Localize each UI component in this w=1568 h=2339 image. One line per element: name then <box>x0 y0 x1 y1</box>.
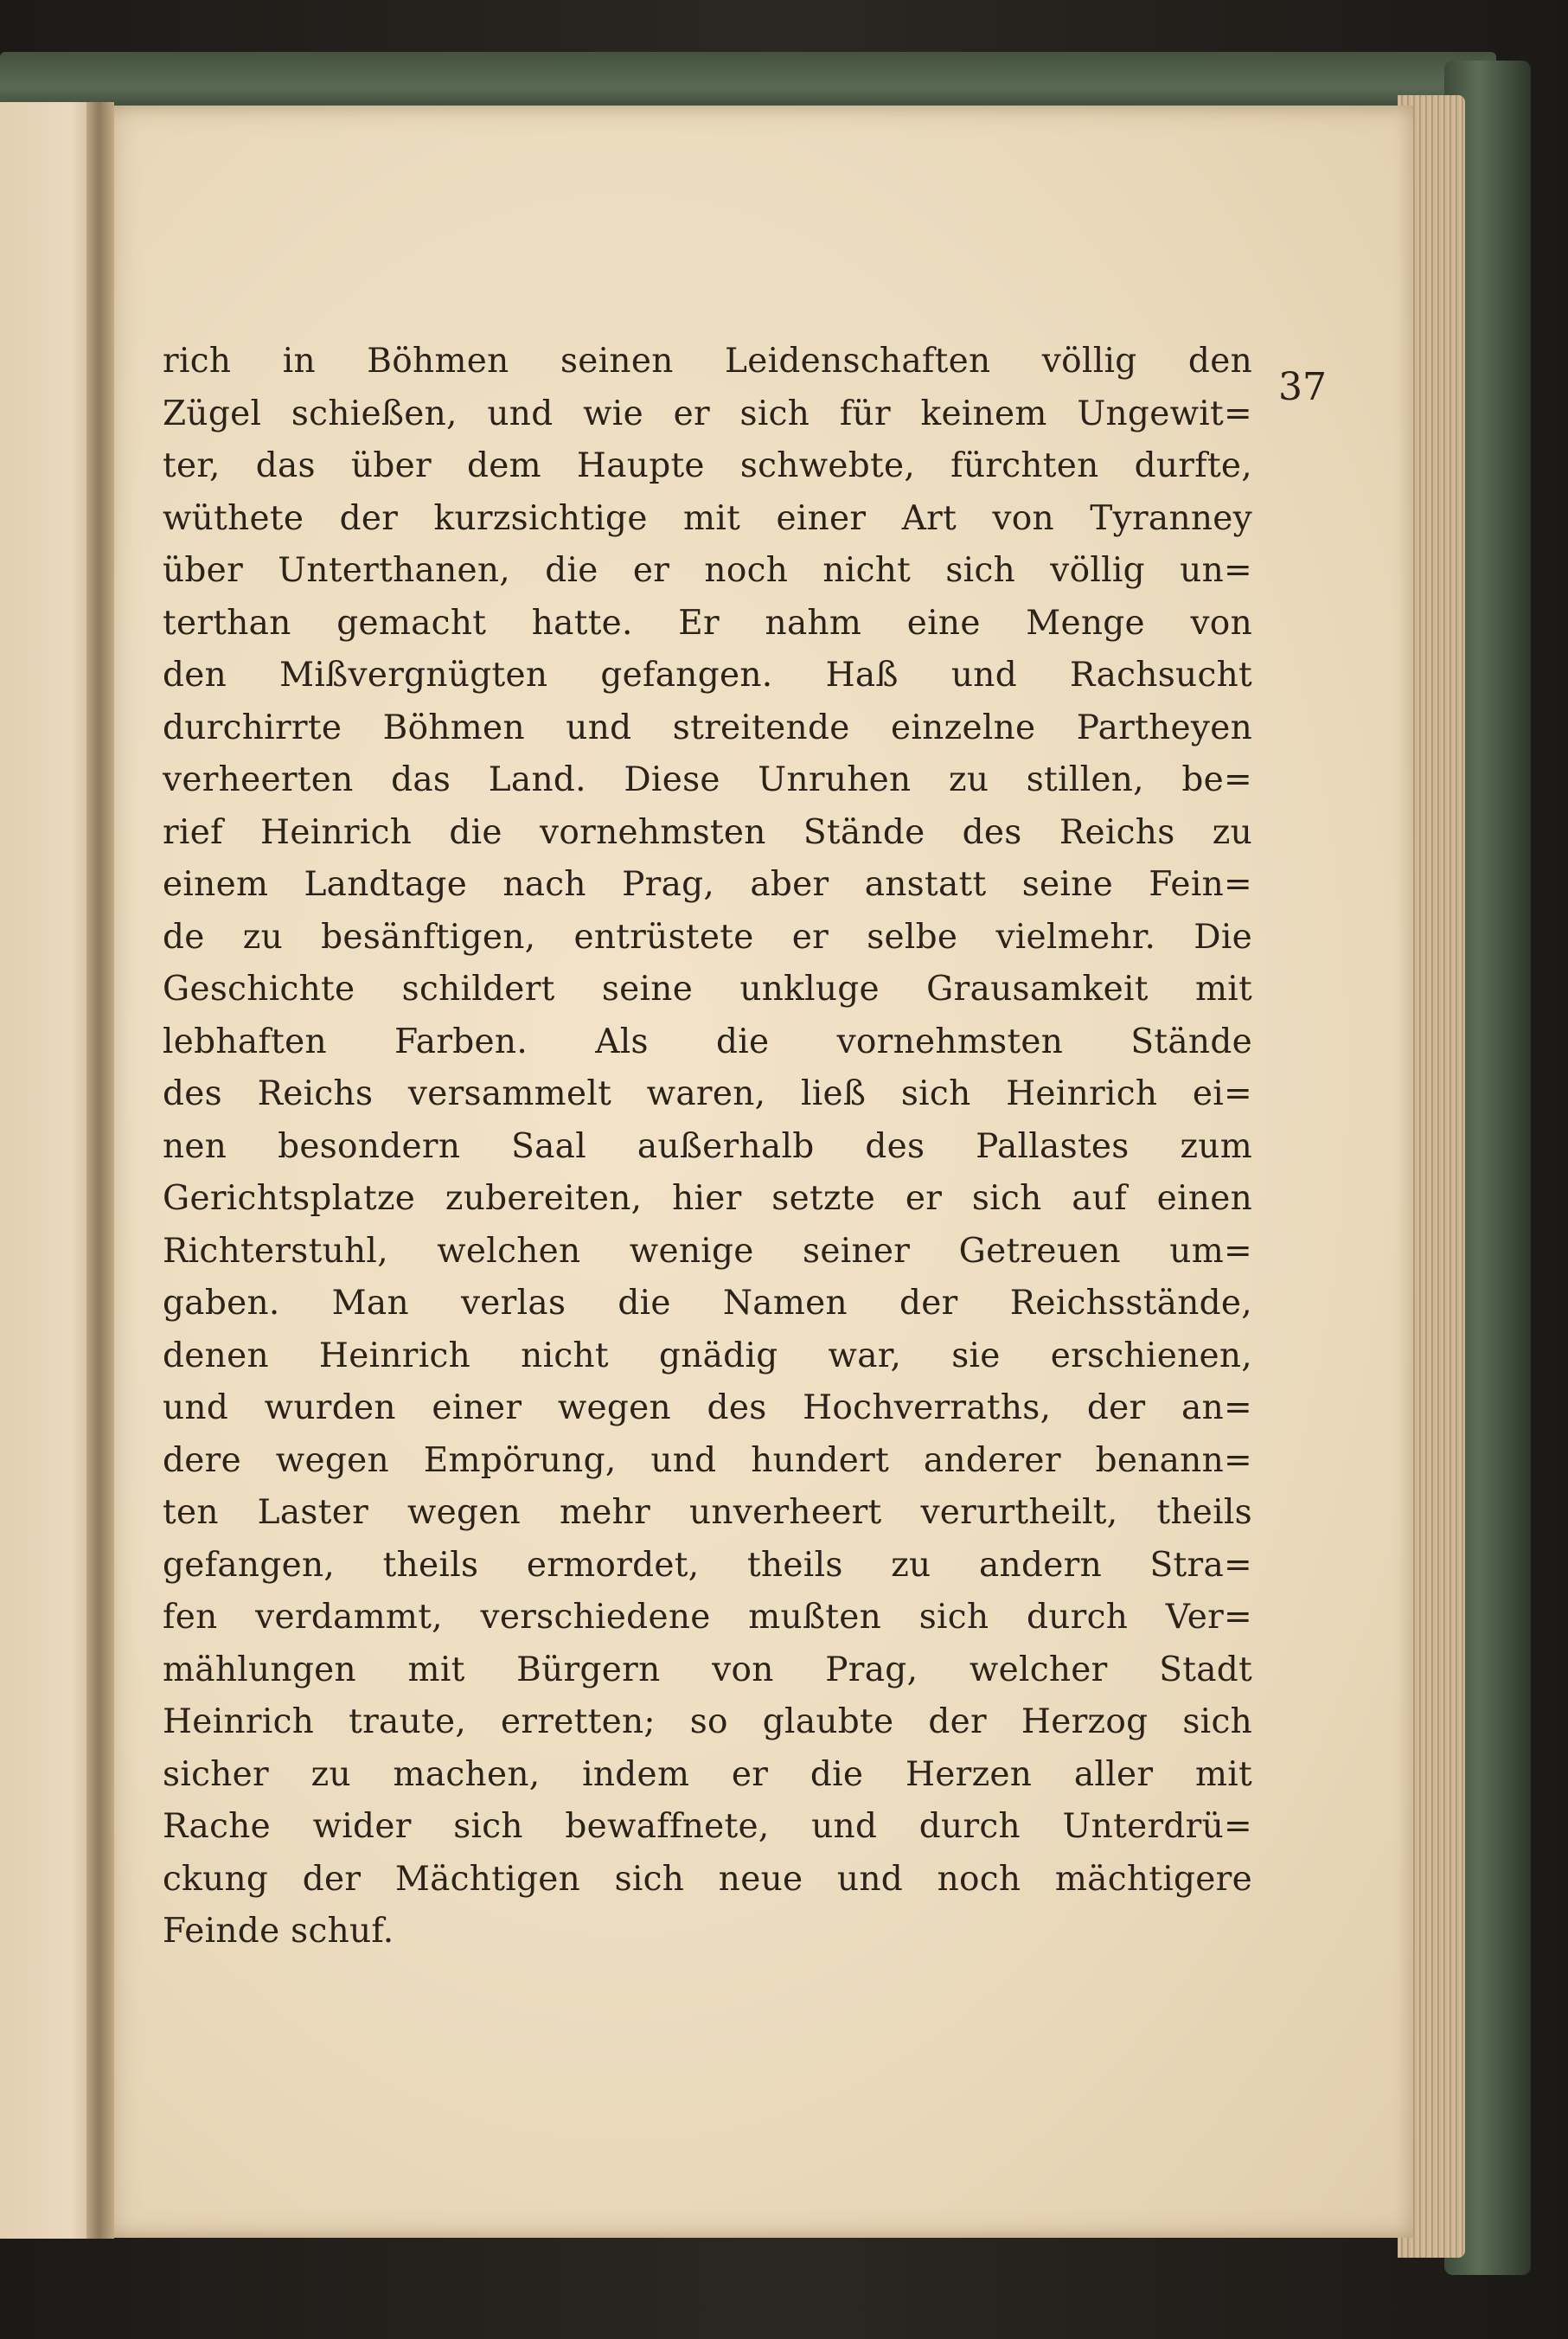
text-line: Gerichtsplatze zubereiten, hier setzte er sich auf einen <box>163 1179 1252 1218</box>
text-line: wüthete der kurzsichtige mit einer Art von Tyranney <box>163 498 1252 538</box>
text-line: verheerten das Land. Diese Unruhen zu stillen, be= <box>163 760 1252 799</box>
text-line: dere wegen Empörung, und hundert anderer benann= <box>163 1440 1252 1480</box>
book-cover-top <box>0 52 1496 112</box>
text-line: Geschichte schildert seine unkluge Grausamkeit mit <box>163 970 1252 1009</box>
text-line: Zügel schießen, und wie er sich für keinem Ungewit= <box>163 394 1252 433</box>
text-line: rief Heinrich die vornehmsten Stände des Reichs zu <box>163 812 1252 852</box>
text-line: einem Landtage nach Prag, aber anstatt seine Fein= <box>163 865 1252 904</box>
text-line: über Unterthanen, die er noch nicht sich völlig un= <box>163 551 1252 590</box>
text-line: Heinrich traute, erretten; so glaubte der Herzog sich <box>163 1702 1252 1741</box>
text-line: und wurden einer wegen des Hochverraths, der an= <box>163 1388 1252 1427</box>
text-line: Richterstuhl, welchen wenige seiner Getreuen um= <box>163 1231 1252 1271</box>
text-line: mählungen mit Bürgern von Prag, welcher Stadt <box>163 1650 1252 1689</box>
text-line: ckung der Mächtigen sich neue und noch mächtigere <box>163 1859 1252 1899</box>
page-number: 37 <box>1278 365 1327 409</box>
body-text <box>163 336 1252 1958</box>
book-gutter <box>86 102 114 2239</box>
text-line: Feinde schuf. <box>163 1912 394 1951</box>
text-line: nen besondern Saal außerhalb des Pallastes zum <box>163 1126 1252 1166</box>
text-line: de zu besänftigen, entrüstete er selbe vielmehr. Die <box>163 917 1252 957</box>
text-line: den Mißvergnügten gefangen. Haß und Rachsucht <box>163 656 1252 695</box>
text-line: des Reichs versammelt waren, ließ sich Heinrich ei= <box>163 1074 1252 1113</box>
text-line: gefangen, theils ermordet, theils zu andern Stra= <box>163 1545 1252 1585</box>
text-line: sicher zu machen, indem er die Herzen aller mit <box>163 1754 1252 1794</box>
text-line: ter, das über dem Haupte schwebte, fürchten durfte, <box>163 446 1252 485</box>
text-line: rich in Böhmen seinen Leidenschaften völlig den <box>163 342 1252 381</box>
text-line: Rache wider sich bewaffnete, und durch Unterdrü= <box>163 1807 1252 1846</box>
text-line: gaben. Man verlas die Namen der Reichsstände, <box>163 1284 1252 1323</box>
text-line: denen Heinrich nicht gnädig war, sie erschienen, <box>163 1336 1252 1375</box>
text-line: ten Laster wegen mehr unverheert verurtheilt, theils <box>163 1493 1252 1532</box>
text-line: fen verdammt, verschiedene mußten sich durch Ver= <box>163 1598 1252 1637</box>
text-line: terthan gemacht hatte. Er nahm eine Menge von <box>163 603 1252 643</box>
text-line: lebhaften Farben. Als die vornehmsten Stände <box>163 1022 1252 1061</box>
text-line: durchirrte Böhmen und streitende einzelne Partheyen <box>163 708 1252 747</box>
